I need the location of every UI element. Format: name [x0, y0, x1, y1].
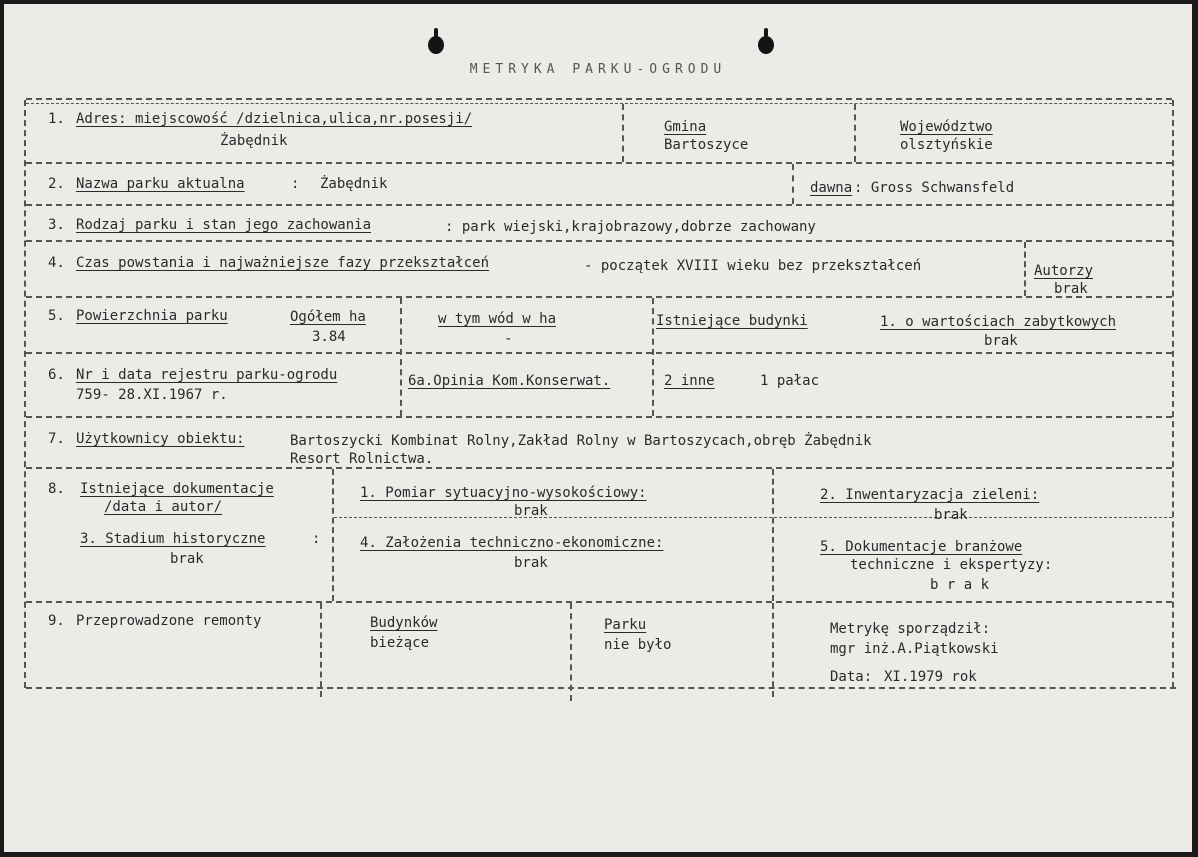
rule-row2	[26, 204, 1172, 206]
vrule-r5-a	[400, 298, 402, 416]
page-title: METRYKA PARKU-OGRODU	[469, 62, 727, 77]
branch-docs-value: b r a k	[930, 577, 990, 593]
record-card	[4, 4, 1192, 852]
row5-number: 5.	[48, 308, 65, 324]
rule-row6	[26, 416, 1172, 418]
vrule-r9-a	[320, 603, 322, 697]
rule-top-2	[26, 103, 1172, 104]
vrule-r2	[792, 164, 794, 204]
water-area-value: -	[504, 331, 513, 347]
date-value: XI.1979 rok	[884, 669, 977, 685]
former-name-value: : Gross Schwansfeld	[854, 180, 1015, 196]
branch-docs-sublabel: techniczne i ekspertyzy:	[850, 557, 1053, 573]
existing-buildings-label: Istniejące budynki	[656, 313, 808, 329]
vrule-r9-c	[772, 603, 774, 697]
vrule-r8-b	[772, 469, 774, 601]
origin-label: Czas powstania i najważniejsze fazy przekształceń	[76, 255, 490, 271]
historic-study-label: 3. Stadium historyczne	[80, 531, 266, 547]
row7-number: 7.	[48, 431, 65, 447]
rule-row4	[26, 296, 1172, 298]
branch-docs-label: 5. Dokumentacje branżowe	[820, 539, 1023, 555]
vrule-left	[24, 100, 26, 688]
users-value-line2: Resort Rolnictwa.	[290, 451, 434, 467]
voivodeship-value: olsztyńskie	[900, 137, 993, 153]
rule-row8-mid	[334, 517, 1172, 518]
users-label: Użytkownicy obiektu:	[76, 431, 245, 447]
authors-label: Autorzy	[1034, 263, 1094, 279]
vrule-r9-b	[570, 603, 572, 701]
survey-label: 1. Pomiar sytuacyjno-wysokościowy:	[360, 485, 647, 501]
buildings-repairs-label: Budynków	[370, 615, 438, 631]
origin-value: - początek XVIII wieku bez przekształceń	[584, 258, 922, 274]
vrule-r1-b	[854, 104, 856, 162]
vrule-r8-a	[332, 469, 334, 601]
row3-number: 3.	[48, 217, 65, 233]
tech-econ-label: 4. Założenia techniczno-ekonomiczne:	[360, 535, 664, 551]
gmina-label: Gmina	[664, 119, 707, 135]
authors-value: brak	[1054, 281, 1088, 297]
tech-econ-value: brak	[514, 555, 548, 571]
historic-study-value: brak	[170, 551, 204, 567]
rule-row1	[26, 162, 1172, 164]
rule-bottom	[26, 687, 1176, 689]
park-name-label: Nazwa parku aktualna	[76, 176, 245, 192]
documentation-label: Istniejące dokumentacje	[80, 481, 274, 497]
rule-row5	[26, 352, 1172, 354]
conservator-opinion-label: 6a.Opinia Kom.Konserwat.	[408, 373, 611, 389]
park-name-separator: :	[291, 176, 300, 192]
prepared-by-value: mgr inż.A.Piątkowski	[830, 641, 999, 657]
other-buildings-label: 2 inne	[664, 373, 715, 389]
park-type-value: : park wiejski,krajobrazowy,dobrze zachowany	[445, 219, 816, 235]
address-label: Adres: miejscowość /dzielnica,ulica,nr.posesji/	[76, 111, 473, 127]
row6-number: 6.	[48, 367, 65, 383]
former-name-label: dawna	[810, 180, 853, 196]
rule-top	[26, 98, 1172, 100]
voivodeship-label: Województwo	[900, 119, 993, 135]
park-repairs-label: Parku	[604, 617, 647, 633]
rule-row8	[26, 601, 1172, 603]
total-area-label: Ogółem ha	[290, 309, 366, 325]
other-buildings-value: 1 pałac	[760, 373, 820, 389]
repairs-label: Przeprowadzone remonty	[76, 613, 262, 629]
prepared-by-label: Metrykę sporządził:	[830, 621, 991, 637]
users-value: Bartoszycki Kombinat Rolny,Zakład Rolny w Bartoszycach,obręb Żabędnik	[290, 433, 872, 449]
row4-number: 4.	[48, 255, 65, 271]
historic-study-separator: :	[312, 531, 321, 547]
address-value: Żabędnik	[220, 133, 288, 149]
green-inventory-label: 2. Inwentaryzacja zieleni:	[820, 487, 1040, 503]
gmina-value: Bartoszyce	[664, 137, 749, 153]
vrule-r1-a	[622, 104, 624, 162]
historic-buildings-label: 1. o wartościach zabytkowych	[880, 314, 1117, 330]
date-label: Data:	[830, 669, 873, 685]
park-repairs-value: nie było	[604, 637, 672, 653]
row1-number: 1.	[48, 111, 65, 127]
green-inventory-value: brak	[934, 507, 968, 523]
survey-value: brak	[514, 503, 548, 519]
register-value: 759- 28.XI.1967 r.	[76, 387, 228, 403]
water-area-label: w tym wód w ha	[438, 311, 557, 327]
register-label: Nr i data rejestru parku-ogrodu	[76, 367, 338, 383]
row9-number: 9.	[48, 613, 65, 629]
documentation-sublabel: /data i autor/	[104, 499, 223, 515]
historic-buildings-value: brak	[984, 333, 1018, 349]
park-type-label: Rodzaj parku i stan jego zachowania	[76, 217, 372, 233]
punch-hole-left	[428, 36, 444, 54]
vrule-r5-b	[652, 298, 654, 416]
rule-row7	[26, 467, 1172, 469]
rule-row3	[26, 240, 1172, 242]
park-name-value: Żabędnik	[320, 176, 388, 192]
total-area-value: 3.84	[312, 329, 346, 345]
buildings-repairs-value: bieżące	[370, 635, 430, 651]
punch-hole-right	[758, 36, 774, 54]
row2-number: 2.	[48, 176, 65, 192]
vrule-r4	[1024, 242, 1026, 296]
row8-number: 8.	[48, 481, 65, 497]
vrule-right	[1172, 100, 1174, 688]
area-label: Powierzchnia parku	[76, 308, 228, 324]
